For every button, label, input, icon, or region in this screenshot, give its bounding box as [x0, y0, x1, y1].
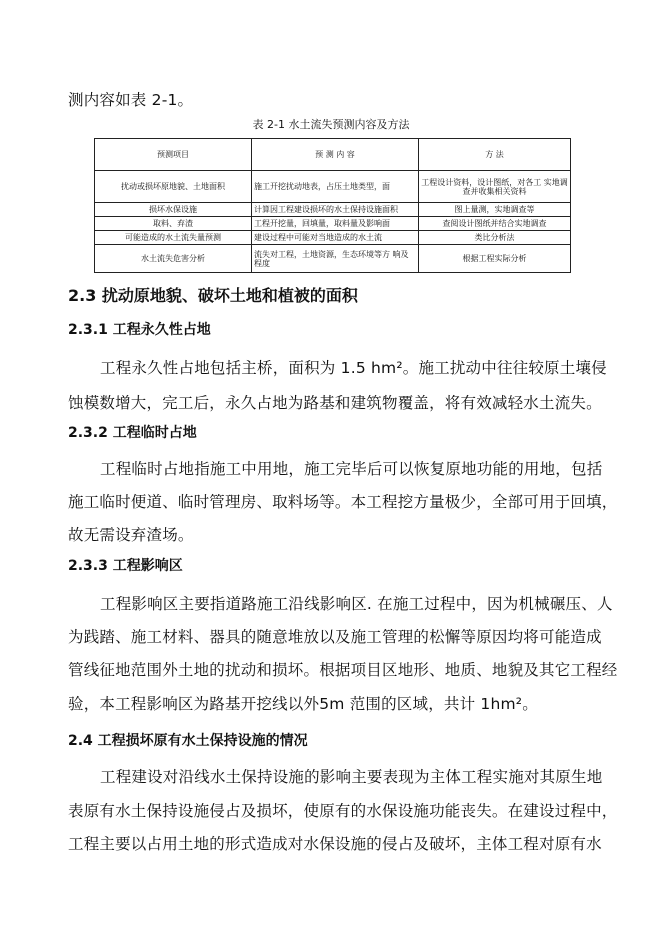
table-cell: 建设过程中可能对当地造成的水土流 [252, 231, 419, 245]
paragraph-line: 工程永久性占地包括主桥，面积为 1.5 hm²。施工扰动中往往较原土壤侵 [100, 359, 607, 377]
table-row [95, 245, 571, 273]
paragraph-line: 验，本工程影响区为路基开挖线以外5m 范围的区域，共计 1hm²。 [68, 695, 538, 713]
table-cell: 水土流失危害分析 [95, 245, 252, 273]
prediction-table [94, 138, 571, 273]
section-heading-2-3-3: 2.3.3 工程影响区 [68, 558, 183, 574]
table-header-cell: 预测项目 [95, 139, 252, 171]
paragraph-line: 管线征地范围外土地的扰动和损坏。根据项目区地形、地质、地貌及其它工程经 [68, 661, 618, 679]
table-row [95, 217, 571, 231]
table-row [95, 231, 571, 245]
table-cell: 图上量测，实地调查等 [419, 203, 571, 217]
paragraph-line: 蚀模数增大，完工后，永久占地为路基和建筑物覆盖，将有效减轻水土流失。 [68, 394, 602, 412]
table-cell: 查阅设计图纸并结合实地调查 [419, 217, 571, 231]
table-cell: 类比分析法 [419, 231, 571, 245]
table-cell: 取料、弃渣 [95, 217, 252, 231]
table-cell: 工程设计资料，设计图纸，对各工 实地调查并收集相关资料 [419, 171, 571, 203]
section-heading-2-3-2: 2.3.2 工程临时占地 [68, 425, 197, 441]
paragraph-line: 故无需设弃渣场。 [68, 526, 194, 544]
table-cell: 根据工程实际分析 [419, 245, 571, 273]
paragraph-line: 表原有水土保持设施侵占及损坏，使原有的水保设施功能丧失。在建设过程中， [68, 802, 618, 820]
table-row [95, 171, 571, 203]
table-cell: 工程开挖量，回填量，取料量及影响面 [252, 217, 419, 231]
table-cell: 计算因工程建设损坏的水土保持设施面积 [252, 203, 419, 217]
table-caption: 表 2-1 水土流失预测内容及方法 [252, 118, 410, 131]
table-cell: 流失对工程，土地资源，生态环境等方 响及程度 [252, 245, 419, 273]
table-header-cell: 预 测 内 容 [252, 139, 419, 171]
section-heading-2-3: 2.3 扰动原地貌、破坏土地和植被的面积 [68, 286, 358, 305]
paragraph-line: 为践踏、施工材料、器具的随意堆放以及施工管理的松懈等原因均将可能造成 [68, 628, 602, 646]
table-header-row [95, 139, 571, 171]
table-cell: 可能造成的水土流失量预测 [95, 231, 252, 245]
table-cell: 损坏水保设施 [95, 203, 252, 217]
section-heading-2-3-1: 2.3.1 工程永久性占地 [68, 322, 211, 338]
paragraph-line: 工程临时占地指施工中用地，施工完毕后可以恢复原地功能的用地，包括 [100, 460, 603, 478]
section-heading-2-4: 2.4 工程损坏原有水土保持设施的情况 [68, 733, 308, 749]
table-cell: 施工开挖扰动地表，占压土地类型，面 [252, 171, 419, 203]
table-header-cell: 方 法 [419, 139, 571, 171]
lead-text: 测内容如表 2-1。 [68, 91, 194, 109]
table-row [95, 203, 571, 217]
paragraph-line: 工程影响区主要指道路施工沿线影响区. 在施工过程中，因为机械碾压、人 [100, 595, 613, 613]
table-cell: 扰动或损坏原地貌、土地面积 [95, 171, 252, 203]
paragraph-line: 工程建设对沿线水土保持设施的影响主要表现为主体工程实施对其原生地 [100, 768, 603, 786]
paragraph-line: 施工临时便道、临时管理房、取料场等。本工程挖方量极少，全部可用于回填， [68, 493, 618, 511]
paragraph-line: 工程主要以占用土地的形式造成对水保设施的侵占及破坏，主体工程对原有水 [68, 835, 602, 853]
